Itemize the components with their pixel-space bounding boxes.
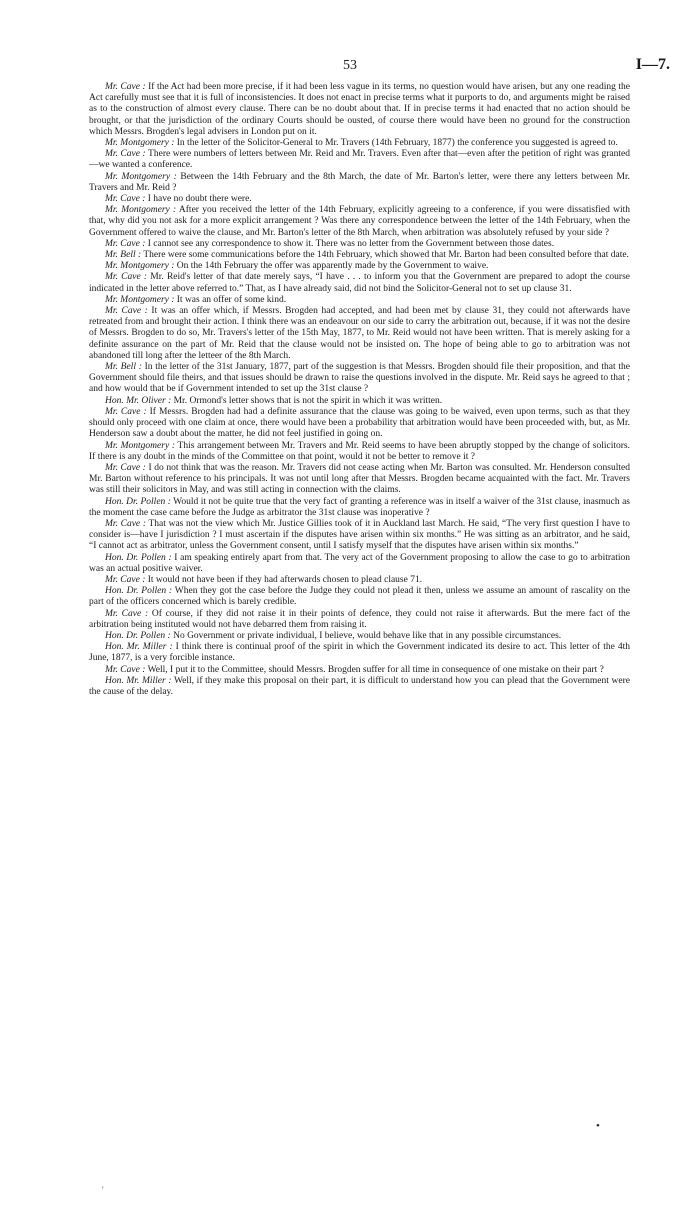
testimony-paragraph	[89, 631, 630, 642]
testimony-paragraph	[89, 676, 630, 698]
speaker-name: Mr. Cave :	[105, 238, 146, 249]
testimony-paragraph	[89, 82, 630, 138]
speech-text: This arrangement between Mr. Travers and Mr. Reid seems to have been abruptly stopped by the change of solicitors. If there is any doubt in the minds of the Committee on that point, would it not be better to remove it ?	[89, 440, 630, 462]
speaker-name: Mr. Montgomery :	[105, 171, 177, 182]
speaker-name: Mr. Cave :	[105, 574, 146, 585]
testimony-paragraph	[89, 463, 630, 497]
speaker-name: Hon. Dr. Pollen :	[105, 630, 171, 641]
speech-text: There were some communications before the 14th February, which showed that Mr. Barton had been consulted before that date.	[141, 250, 629, 261]
speaker-name: Hon. Dr. Pollen :	[105, 496, 171, 507]
speaker-name: Mr. Cave :	[105, 406, 147, 417]
testimony-paragraph	[89, 272, 630, 294]
speech-text: That was not the view which Mr. Justice Gillies took of it in Auckland last March. He said, “The very first question I have to consider is—have I jurisdiction ? I must ascertain if the disputes have arisen within six months.” He was sitting as an arbitrator, and he said, “I cannot act as arbitrator, unless the Government consent, until I satisfy myself that the disputes have arisen within six months.”	[89, 518, 630, 552]
speaker-name: Hon. Mr. Miller :	[105, 675, 172, 686]
testimony-paragraph	[89, 553, 630, 575]
speaker-name: Mr. Cave :	[105, 306, 148, 317]
testimony-paragraph	[89, 519, 630, 553]
testimony-paragraph	[89, 239, 630, 250]
speech-text: I cannot see any correspondence to show it. There was no letter from the Government between those dates.	[145, 238, 555, 249]
speaker-name: Hon. Dr. Pollen :	[105, 552, 172, 563]
speaker-name: Hon. Mr. Oliver :	[105, 395, 172, 406]
speaker-name: Mr. Bell :	[105, 250, 142, 261]
testimony-paragraph	[89, 497, 630, 519]
speaker-name: Mr. Cave :	[105, 194, 146, 205]
testimony-paragraph	[89, 205, 630, 239]
speech-text: I have no doubt there were.	[145, 194, 252, 205]
speaker-name: Mr. Cave :	[105, 462, 146, 473]
speech-text: I do not think that was the reason. Mr. Travers did not cease acting when Mr. Barton was consulted. Mr. Henderson consulted Mr. Barton without reference to his principals. It was not until long after that Messrs. Brogden became acquainted with the fact. Mr. Travers was still their solicitors in May, and was still acting in connection with the claims.	[89, 462, 631, 496]
testimony-paragraph	[89, 441, 630, 463]
speaker-name: Mr. Montgomery :	[105, 205, 177, 216]
speaker-name: Mr. Cave :	[105, 82, 146, 92]
speech-text: There were numbers of letters between Mr. Reid and Mr. Travers. Even after that—even after the petition of right was granted—we wanted a conference.	[89, 149, 630, 171]
testimony-paragraph	[89, 172, 630, 194]
speech-text: If the Act had been more precise, if it had been less vague in its terms, no question would have arisen, but any one reading the Act carefully must see that it is full of inconsistencies. It does not enact in precise terms what it purports to do, and arguments might be raised as to the construction of almost every clause. There can be no doubt about that. If in precise terms it had enacted that no action should be brought, or that the jurisdiction of the ordinary Courts should be ousted, of course there would have been no ground for the construction which Messrs. Brogden's legal advisers in London put on it.	[89, 82, 630, 137]
speech-text: When they got the case before the Judge they could not plead it then, unless we assume an amount of rascality on the part of the officers concerned which is barely credible.	[89, 586, 630, 608]
testimony-paragraph	[89, 362, 630, 396]
speech-text: It would not have been if they had afterwards chosen to plead clause 71.	[145, 574, 423, 585]
stray-mark: '	[102, 1185, 104, 1195]
speech-text: If Messrs. Brogden had had a definite assurance that the clause was going to be waived, even upon terms, such as that they should only proceed with one claim at once, there would have been a probability that arbitration would have been proceeded with, but, as Mr. Henderson saw a doubt about the matter, he did not feel justified in going on.	[89, 406, 631, 440]
testimony-paragraph	[89, 295, 630, 306]
speech-text: Between the 14th February and the 8th March, the date of Mr. Barton's letter, were there any letters between Mr. Travers and Mr. Reid ?	[89, 171, 631, 193]
speaker-name: Mr. Cave :	[105, 664, 146, 675]
speaker-name: Mr. Cave :	[105, 518, 146, 529]
speaker-name: Mr. Cave :	[105, 149, 146, 160]
speaker-name: Mr. Montgomery :	[105, 440, 176, 451]
speech-text: Would it not be quite true that the very fact of granting a reference was in itself a waiver of the 31st clause, inasmuch as the moment the case came before the Judge as arbitrator the 31st clause was inoperative ?	[89, 496, 630, 518]
speech-text: Of course, if they did not raise it in their points of defence, they could not raise it afterwards. But the mere fact of the arbitration being instituted would not have debarred them from raising it.	[89, 608, 630, 630]
testimony-paragraph	[89, 261, 630, 272]
speaker-name: Hon. Mr. Miller :	[105, 642, 173, 653]
document-reference: I—7.	[635, 56, 670, 73]
testimony-paragraph	[89, 586, 630, 608]
speaker-name: Mr. Bell :	[105, 362, 142, 373]
speech-text: In the letter of the Solicitor-General to Mr. Travers (14th February, 1877) the conference you suggested is agreed to.	[174, 138, 618, 149]
speech-text: It was an offer of some kind.	[174, 294, 287, 305]
speech-text: Mr. Reid's letter of that date merely says, “I have . . . to inform you that the Government are prepared to adopt the course indicated in the letter above referred to.” That, as I have already said, did not bind the Solicitor-General not to set up clause 31.	[89, 272, 630, 294]
speaker-name: Mr. Montgomery :	[105, 294, 175, 305]
page-number: 53	[343, 58, 357, 73]
speaker-name: Hon. Dr. Pollen :	[105, 586, 173, 597]
speaker-name: Mr. Cave :	[105, 608, 149, 619]
stray-dot: •	[596, 1120, 600, 1132]
speech-text: I am speaking entirely apart from that. The very act of the Government proposing to allow the case to go to arbitration was an actual positive waiver.	[89, 552, 631, 574]
testimony-paragraph	[89, 306, 630, 362]
speaker-name: Mr. Cave :	[105, 272, 148, 283]
testimony-paragraph	[89, 642, 630, 664]
minutes-of-evidence	[89, 82, 630, 698]
speech-text: Well, I put it to the Committee, should Messrs. Brogden suffer for all time in consequence of one mistake on their part ?	[145, 664, 604, 675]
testimony-paragraph	[89, 149, 630, 171]
speaker-name: Mr. Montgomery :	[105, 138, 175, 149]
speech-text: In the letter of the 31st January, 1877, part of the suggestion is that Messrs. Brogden should file their proposition, and that the Government should file theirs, and that issues should be drawn to raise the questions involved in the dispute. Mr. Reid says he agreed to that ; and how would that be if Government intended to set up the 31st clause ?	[89, 362, 630, 395]
speech-text: Mr. Ormond's letter shows that is not the spirit in which it was written.	[171, 395, 443, 406]
speech-text: No Government or private individual, I believe, would behave like that in any possible circumstances.	[170, 630, 562, 641]
testimony-paragraph	[89, 396, 630, 407]
testimony-paragraph	[89, 194, 630, 205]
speaker-name: Mr. Montgomery :	[105, 261, 175, 272]
testimony-paragraph	[89, 407, 630, 441]
speech-text: On the 14th February the offer was apparently made by the Government to waive.	[174, 261, 489, 272]
speech-text: It was an offer which, if Messrs. Brogden had accepted, and had been met by clause 31, they could not afterwards have retreated from and brought their action. I think there was an endeavour on our side to carry the arbitration out, because, if it was not the desire of Messrs. Brogden to do so, Mr. Travers's letter of the 15th May, 1877, to Mr. Reid would not have been written. That is merely asking for a definite assurance on the part of Mr. Reid that the clause would not be insisted on. The hope of being able to go to arbitration was not abandoned till long after the letteer of the 8th March.	[89, 306, 630, 361]
testimony-paragraph	[89, 138, 630, 149]
testimony-paragraph	[89, 609, 630, 631]
testimony-paragraph	[89, 575, 630, 586]
speech-text: After you received the letter of the 14th February, explicitly agreeing to a conference, if you were dissatisfied with that, why did you not ask for a more explicit arrangement ? Was there any correspondence between the letter of the 14th February, when the Government offered to waive the clause, and Mr. Barton's letter of the 8th March, when arbitration was absolutely refused by your side ?	[89, 205, 631, 238]
testimony-paragraph	[89, 665, 630, 676]
speech-text: Well, if they make this proposal on their part, it is difficult to understand how you can plead that the Government were the cause of the delay.	[89, 675, 630, 697]
speech-text: I think there is continual proof of the spirit in which the Government indicated its desire to act. This letter of the 4th June, 1877, is a very forcible instance.	[89, 642, 630, 664]
testimony-paragraph	[89, 250, 630, 261]
